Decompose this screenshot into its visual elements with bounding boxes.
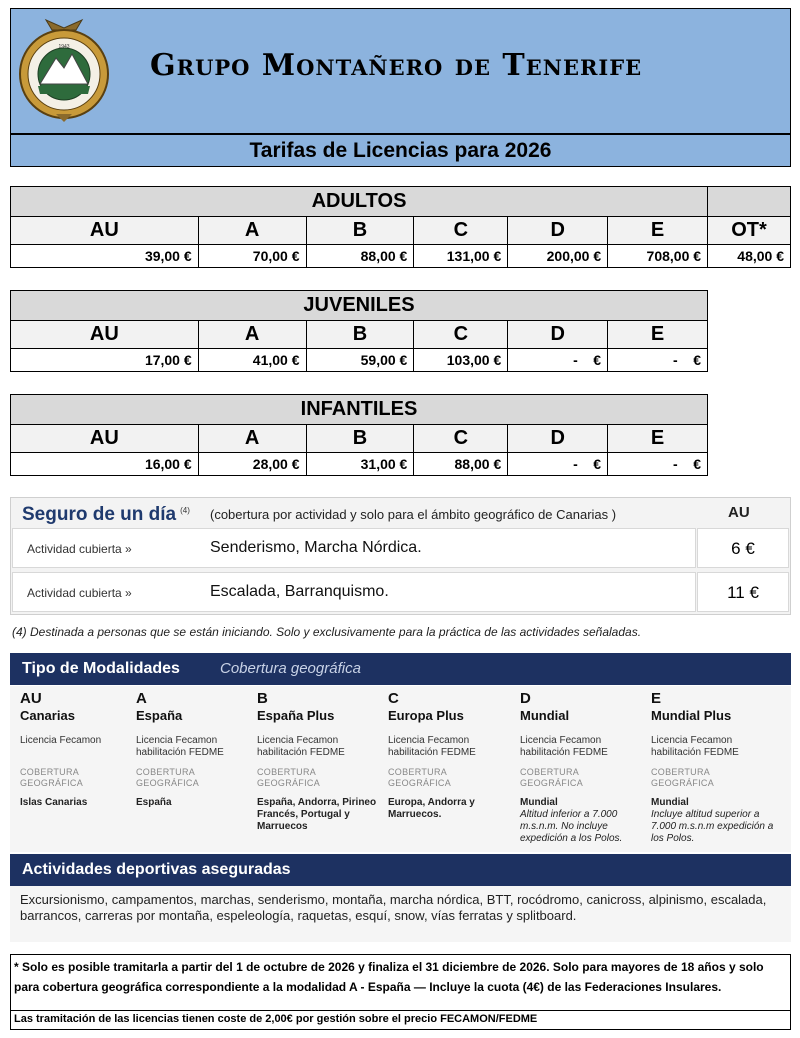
seguro-row-price: 11 € xyxy=(697,572,789,612)
modalidad-card xyxy=(651,690,775,845)
modalidad-code: AU xyxy=(20,690,42,707)
modalidad-extra: Altitud inferior a 7.000 m.s.n.m. No incluye expedición a los Polos. xyxy=(520,809,623,844)
modalidad-cobertura-label: COBERTURA GEOGRÁFICA xyxy=(136,767,200,788)
table-caption: ADULTOS xyxy=(11,187,708,217)
modalidad-card xyxy=(20,690,144,809)
seguro-row xyxy=(12,572,696,612)
actividades-header xyxy=(10,854,791,886)
modalidad-code: E xyxy=(651,690,662,707)
actividades-text: Excursionismo, campamentos, marchas, senderismo, montaña, marcha nórdica, BTT, rocódromo, canicross, alpinismo, escalada, barrancos, carreras por montaña, espeleología, raquetas, esquí, snow, vías ferratas y splitboard. xyxy=(20,892,767,923)
seguro-row-price: 6 € xyxy=(697,528,789,568)
column-header: B xyxy=(306,217,414,245)
price-cell: 31,00 € xyxy=(306,453,414,476)
column-header: D xyxy=(508,321,608,349)
column-header: AU xyxy=(11,321,199,349)
seguro-note: (cobertura por actividad y solo para el ámbito geográfico de Canarias ) xyxy=(210,507,617,522)
price-cell: 708,00 € xyxy=(608,245,708,268)
modalidad-cobertura-label: COBERTURA GEOGRÁFICA xyxy=(651,767,715,788)
modalidad-name: España xyxy=(136,708,183,723)
column-header: OT* xyxy=(708,217,791,245)
club-logo xyxy=(16,14,112,124)
modalidad-licencia: Licencia Fecamon habilitación FEDME xyxy=(520,735,608,758)
price-cell: 48,00 € xyxy=(708,245,791,268)
price-cell: 200,00 € xyxy=(508,245,608,268)
modalidades-header xyxy=(10,653,791,685)
modalidad-geo: Islas Canarias xyxy=(20,797,88,808)
column-header: D xyxy=(508,425,608,453)
price-cell: - € xyxy=(508,349,608,372)
modalidad-card xyxy=(388,690,512,821)
table-infantiles xyxy=(10,394,708,476)
modalidad-licencia: Licencia Fecamon habilitación FEDME xyxy=(388,735,476,758)
seguro-row-label: Actividad cubierta » xyxy=(27,586,132,600)
price-cell: - € xyxy=(508,453,608,476)
price-cell: 88,00 € xyxy=(414,453,508,476)
price-cell: 39,00 € xyxy=(11,245,199,268)
svg-text:1943: 1943 xyxy=(58,44,70,50)
column-header: C xyxy=(414,425,508,453)
modalidad-name: Mundial xyxy=(520,708,570,723)
price-cell: 28,00 € xyxy=(198,453,306,476)
table-caption: JUVENILES xyxy=(11,291,708,321)
modalidad-card xyxy=(257,690,381,833)
price-cell: 59,00 € xyxy=(306,349,414,372)
table-caption: INFANTILES xyxy=(11,395,708,425)
column-header: E xyxy=(608,425,708,453)
modalidad-name: España Plus xyxy=(257,708,335,723)
price-cell: 70,00 € xyxy=(198,245,306,268)
seguro-row-activity: Escalada, Barranquismo. xyxy=(210,583,389,600)
modalidad-licencia: Licencia Fecamon habilitación FEDME xyxy=(257,735,345,758)
modalidad-code: A xyxy=(136,690,147,707)
column-header: AU xyxy=(11,425,199,453)
price-cell: 131,00 € xyxy=(414,245,508,268)
price-cell: 16,00 € xyxy=(11,453,199,476)
seguro-column-header: AU xyxy=(728,504,750,521)
column-header: E xyxy=(608,321,708,349)
price-cell: 17,00 € xyxy=(11,349,199,372)
modalidad-code: D xyxy=(520,690,531,707)
modalidades-title: Tipo de Modalidades xyxy=(22,660,180,677)
column-header: AU xyxy=(11,217,199,245)
modalidad-code: B xyxy=(257,690,268,707)
page-title: Grupo Montañero de Tenerife xyxy=(150,48,643,83)
column-header: A xyxy=(198,321,306,349)
column-header: C xyxy=(414,321,508,349)
modalidades-subtitle: Cobertura geográfica xyxy=(220,660,361,677)
ot-note: * Solo es posible tramitarla a partir del 1 de octubre de 2026 y finaliza el 31 diciembre de 2026. Solo para mayores de 18 años y solo para cobertura geográfica correspondiente a la modalidad A - España — Incluye la cuota (4€) de las Federaciones Insulares. xyxy=(14,960,764,994)
price-cell: 103,00 € xyxy=(414,349,508,372)
actividades-title: Actividades deportivas aseguradas xyxy=(22,861,291,878)
page-subtitle: Tarifas de Licencias para 2026 xyxy=(10,134,791,167)
modalidad-cobertura-label: COBERTURA GEOGRÁFICA xyxy=(257,767,321,788)
seguro-row xyxy=(12,528,696,568)
price-cell: 88,00 € xyxy=(306,245,414,268)
column-header: B xyxy=(306,425,414,453)
modalidad-extra: Incluye altitud superior a 7.000 m.s.n.m expedición a los Polos. xyxy=(651,809,774,844)
column-header: A xyxy=(198,425,306,453)
table-juveniles xyxy=(10,290,708,372)
modalidad-card xyxy=(136,690,260,809)
modalidad-geo: España xyxy=(136,797,172,808)
modalidad-geo: Europa, Andorra y Marruecos. xyxy=(388,797,475,820)
modalidad-cobertura-label: COBERTURA GEOGRÁFICA xyxy=(388,767,452,788)
price-cell: 41,00 € xyxy=(198,349,306,372)
modalidad-code: C xyxy=(388,690,399,707)
modalidad-name: Mundial Plus xyxy=(651,708,732,723)
modalidad-cobertura-label: COBERTURA GEOGRÁFICA xyxy=(520,767,584,788)
modalidad-geo: Mundial xyxy=(520,797,558,808)
modalidad-cobertura-label: COBERTURA GEOGRÁFICA xyxy=(20,767,84,788)
column-header: C xyxy=(414,217,508,245)
column-header: E xyxy=(608,217,708,245)
table-adultos xyxy=(10,186,791,268)
seguro-footnote: (4) Destinada a personas que se están iniciando. Solo y exclusivamente para la práctica de las actividades señaladas. xyxy=(12,625,642,639)
column-header: B xyxy=(306,321,414,349)
modalidad-geo: España, Andorra, Pirineo Francés, Portugal y Marruecos xyxy=(257,797,377,832)
seguro-row-label: Actividad cubierta » xyxy=(27,542,132,556)
modalidad-licencia: Licencia Fecamon habilitación FEDME xyxy=(136,735,224,758)
seguro-title: Seguro de un día $^{(4)}$ xyxy=(22,504,190,525)
column-header: D xyxy=(508,217,608,245)
price-cell: - € xyxy=(608,349,708,372)
notes-divider xyxy=(10,1010,791,1011)
price-cell: - € xyxy=(608,453,708,476)
modalidad-licencia: Licencia Fecamon xyxy=(20,735,102,746)
seguro-row-activity: Senderismo, Marcha Nórdica. xyxy=(210,539,422,556)
modalidad-card xyxy=(520,690,644,845)
modalidad-name: Canarias xyxy=(20,708,75,723)
fee-note: Las tramitación de las licencias tienen coste de 2,00€ por gestión sobre el precio FECAMON/FEDME xyxy=(14,1013,538,1025)
modalidad-licencia: Licencia Fecamon habilitación FEDME xyxy=(651,735,739,758)
modalidad-name: Europa Plus xyxy=(388,708,464,723)
modalidad-geo: Mundial xyxy=(651,797,689,808)
column-header: A xyxy=(198,217,306,245)
